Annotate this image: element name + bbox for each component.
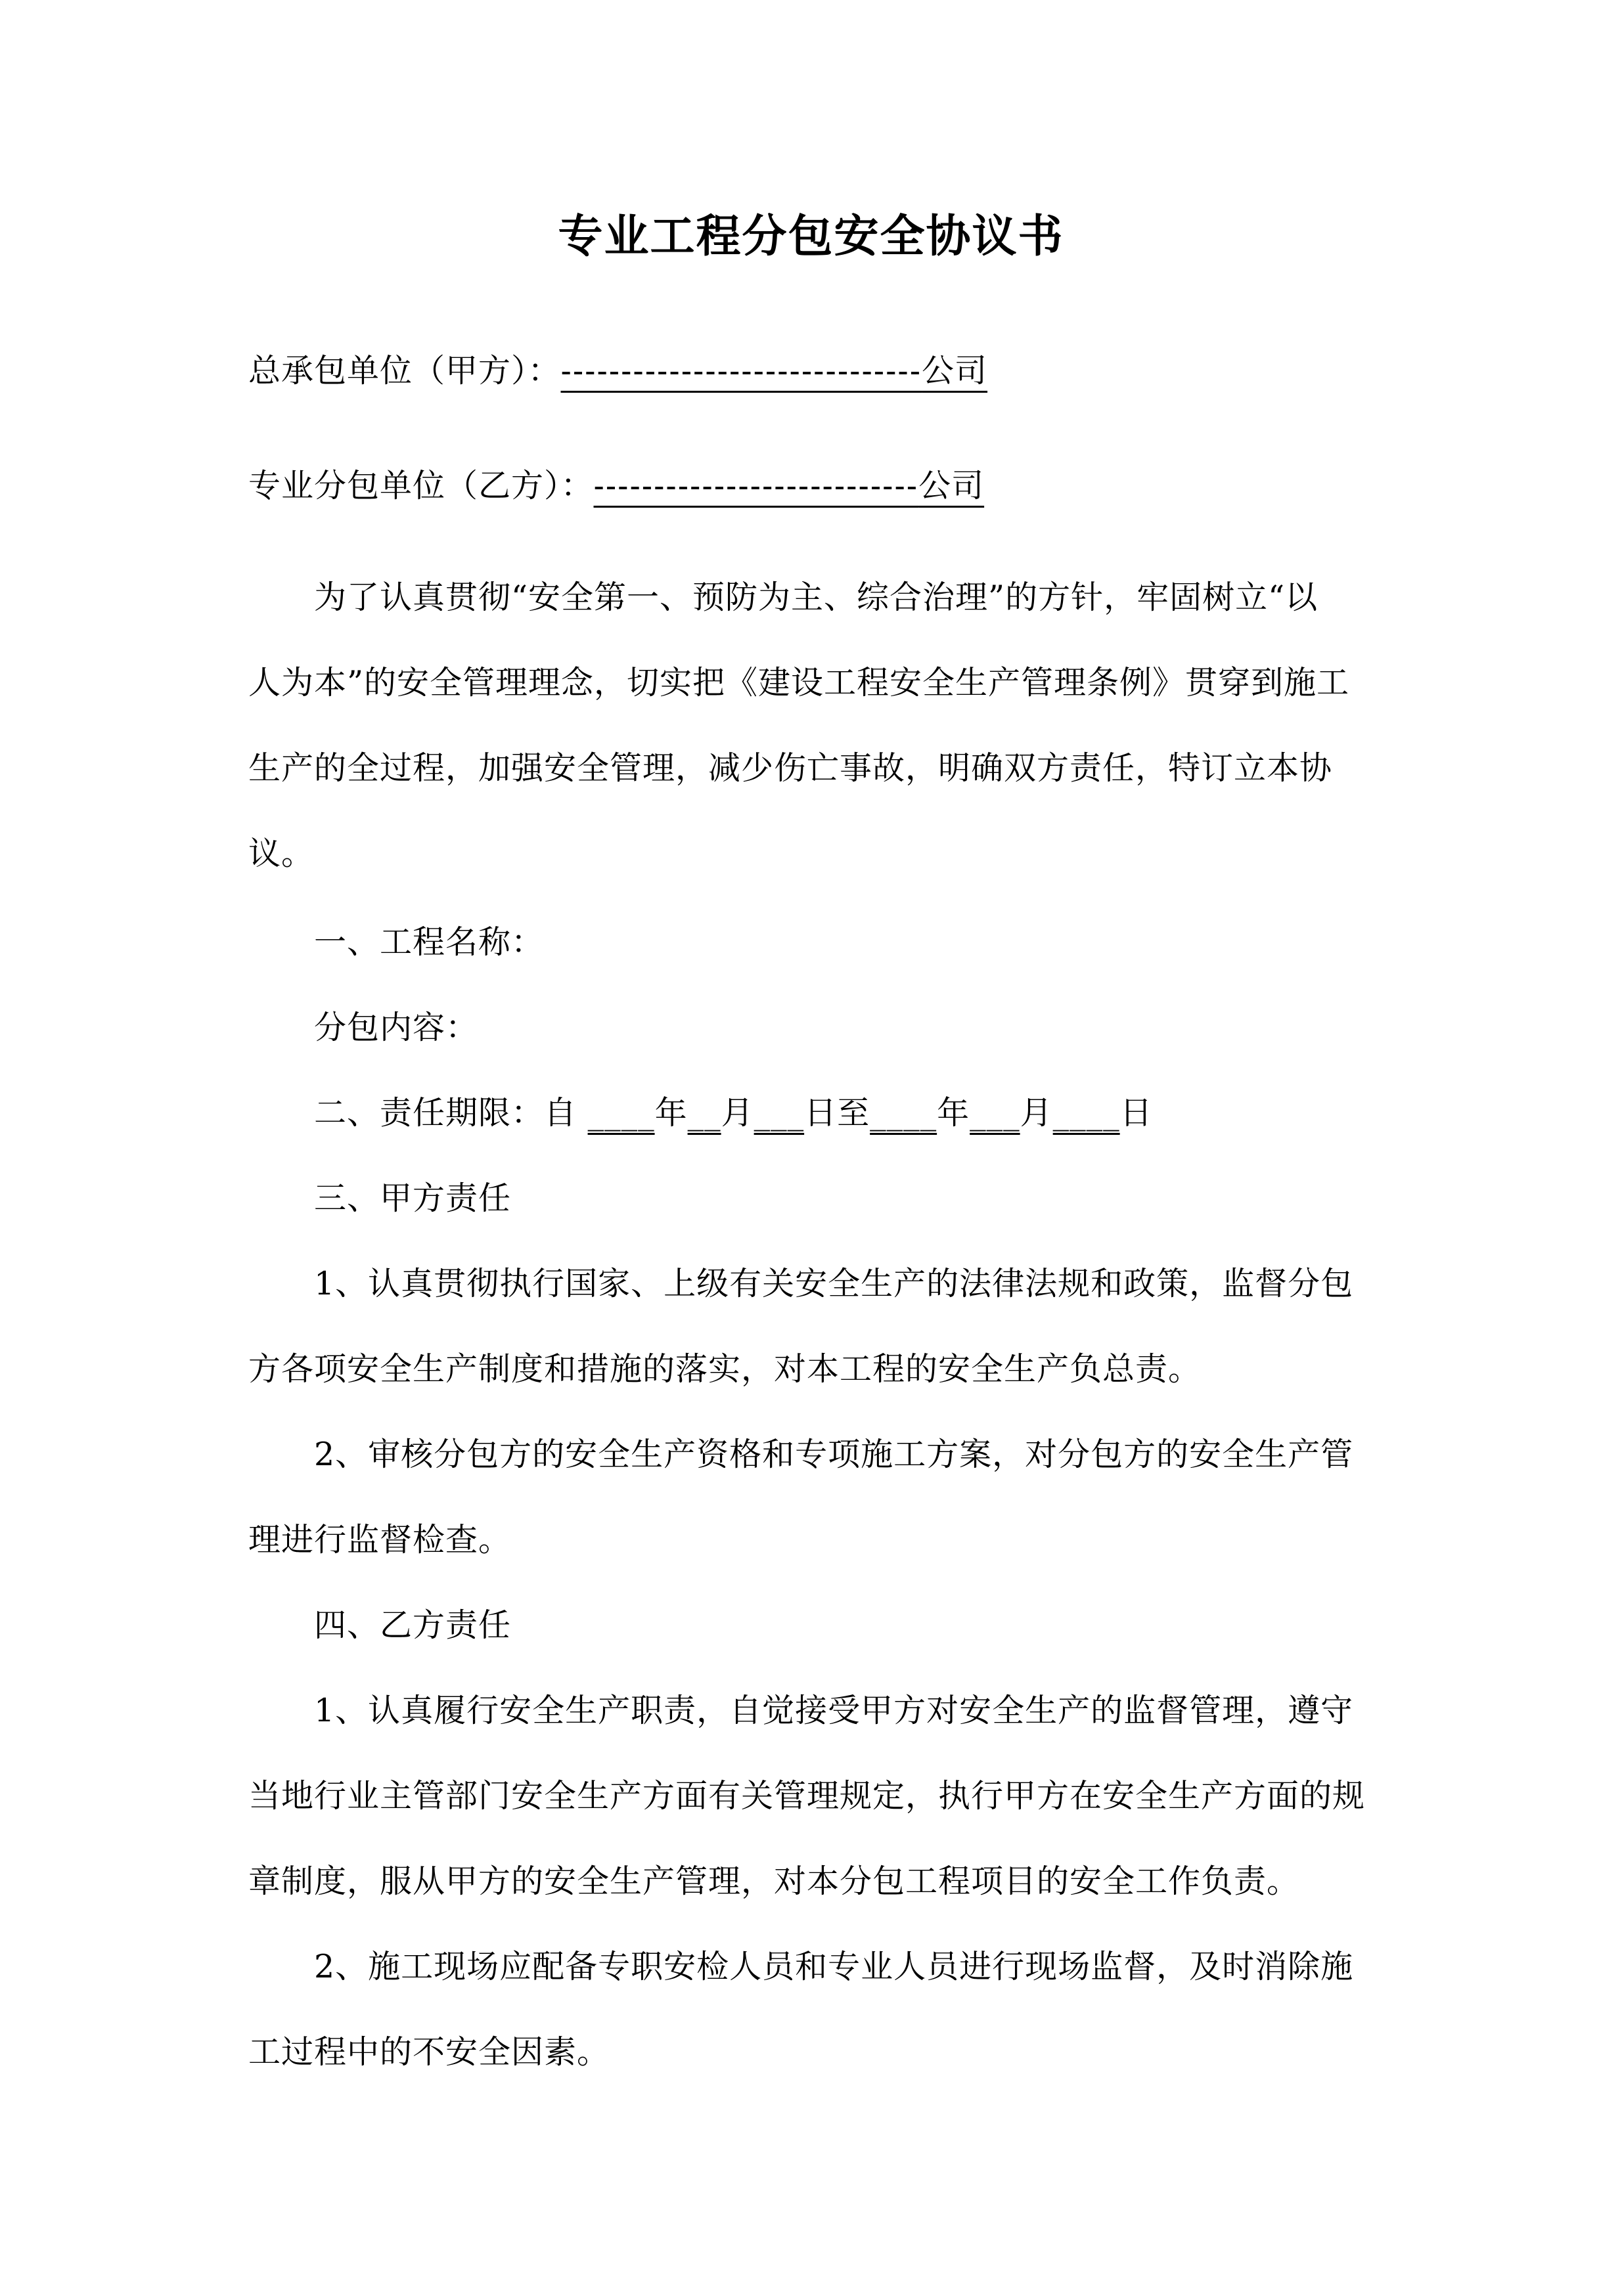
party-a-line (248, 351, 1378, 391)
duty-line: 1、认真履行安全生产职责，自觉接受甲方对安全生产的监督管理，遵守 (314, 1692, 1354, 1729)
duty-line: 工过程中的不安全因素。 (248, 2033, 610, 2071)
duty-line: 2、审核分包方的安全生产资格和专项施工方案，对分包方的安全生产管 (314, 1436, 1354, 1473)
section-term (314, 1093, 1378, 1133)
duty-line: 方各项安全生产制度和措施的落实，对本工程的安全生产负总责。 (248, 1350, 1202, 1388)
month-label: 月 (721, 1094, 754, 1132)
party-b-label: 专业分包单位（乙方）： (248, 467, 594, 504)
start-month-blank[interactable]: __ (687, 1094, 721, 1132)
section-project-name: 一、工程名称： (314, 923, 545, 961)
subcontract-content-label: 分包内容： (314, 1009, 479, 1046)
duty-line: 1、认真贯彻执行国家、上级有关安全生产的法律法规和政策，监督分包 (314, 1265, 1354, 1302)
party-b-name-field[interactable] (594, 467, 985, 504)
preamble-line: 人为本”的安全管理理念，切实把《建设工程安全生产管理条例》贯穿到施工 (248, 664, 1350, 701)
year-label: 年 (654, 1094, 688, 1132)
end-day-blank[interactable]: ____ (1052, 1094, 1120, 1132)
party-a-name-field[interactable] (561, 352, 988, 389)
day-label: 日 (1119, 1094, 1153, 1132)
party-a-label: 总承包单位（甲方）： (248, 352, 561, 389)
section-party-a-duties: 三、甲方责任 (314, 1180, 512, 1217)
duty-line: 章制度，服从甲方的安全生产管理，对本分包工程项目的安全工作负责。 (248, 1863, 1300, 1900)
document-title: 专业工程分包安全协议书 (558, 210, 1064, 263)
party-b-suffix: 公司 (918, 467, 985, 504)
year-label: 年 (937, 1094, 970, 1132)
preamble-line: 为了认真贯彻“安全第一、预防为主、综合治理”的方针，牢固树立“以 (314, 579, 1318, 616)
start-year-blank[interactable]: ____ (587, 1094, 655, 1132)
duty-line: 2、施工现场应配备专职安检人员和专业人员进行现场监督，及时消除施 (314, 1948, 1354, 1985)
duty-line: 当地行业主管部门安全生产方面有关管理规定，执行甲方在安全生产方面的规 (248, 1777, 1366, 1815)
duty-line: 理进行监督检查。 (248, 1521, 512, 1558)
day-to-label: 日至 (804, 1094, 870, 1132)
end-month-blank[interactable]: ___ (970, 1094, 1020, 1132)
month-label: 月 (1020, 1094, 1053, 1132)
start-day-blank[interactable]: ___ (754, 1094, 805, 1132)
preamble-line: 生产的全过程，加强安全管理，减少伤亡事故，明确双方责任，特订立本协 (248, 749, 1333, 787)
party-b-blank: --------------------------- (593, 468, 919, 504)
preamble-line: 议。 (248, 835, 315, 872)
party-a-suffix: 公司 (922, 352, 988, 389)
end-year-blank[interactable]: ____ (870, 1094, 937, 1132)
term-prefix: 二、责任期限：自 (314, 1094, 588, 1132)
section-party-b-duties: 四、乙方责任 (314, 1606, 512, 1644)
party-b-line (248, 466, 1378, 506)
party-a-blank: ------------------------------ (560, 353, 922, 389)
